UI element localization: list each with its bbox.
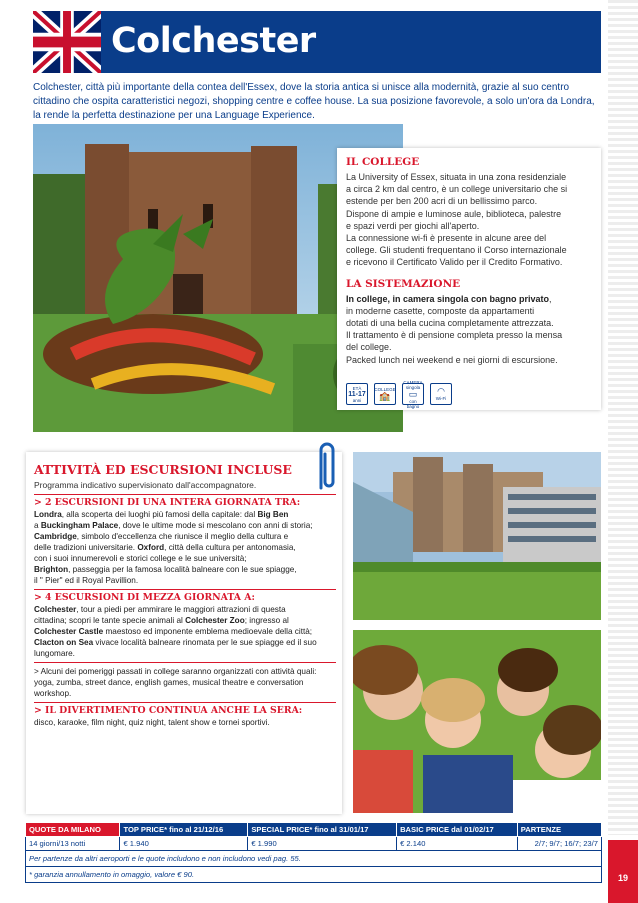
union-jack-flag-icon [33, 11, 101, 73]
accommodation-line: dotati di una bella cucina completamente attrezzata. [346, 318, 554, 329]
text-fragment: , dove le ultime mode si mescolano con anni di storia; [118, 521, 313, 530]
header-basic-price: BASIC PRICE dal 01/02/17 [397, 823, 518, 837]
text-fragment: lungomare. [34, 649, 75, 658]
accommodation-description [346, 293, 591, 366]
room-label: CAMERA [403, 379, 423, 385]
afternoon-activities: > Alcuni dei pomeriggi passati in college saranno organizzati con attività quali: yoga, zumba, street dance, english games, musical theatre e conversation workshop. [34, 667, 317, 698]
college-line: e ricevono il Certificato Valido per il Credito Formativo. [346, 257, 563, 268]
header-top-price: TOP PRICE* fino al 21/12/16 [120, 823, 248, 837]
insurance-note: * garanzia annullamento in omaggio, valore € 90. [26, 867, 602, 883]
divider [34, 702, 336, 703]
text-fragment: , passeggia per la famosa località balneare con le sue spiagge, [68, 565, 297, 574]
students-group-photo [353, 630, 601, 813]
excursion-zoo: Colchester Zoo [185, 616, 245, 625]
top-price-cell: € 1.940 [120, 837, 248, 851]
accommodation-line: del college. [346, 342, 392, 353]
text-fragment: vivace località balneare rinomata per le sue spiagge ed il suo [93, 638, 317, 647]
departures-cell: 2/7; 9/7; 16/7; 23/7 [517, 837, 601, 851]
evening-activities: disco, karaoke, film night, quiz night, talent show e tornei sportivi. [34, 718, 270, 727]
excursion-oxford: Oxford [137, 543, 165, 552]
special-price-cell: € 1.990 [248, 837, 397, 851]
feature-icons [346, 379, 452, 409]
age-value: 11-17 [348, 390, 366, 398]
table-note-row [26, 867, 602, 883]
college-line: estende per ben 200 acri di un bellissimo parco. [346, 196, 538, 207]
price-table [25, 822, 602, 883]
accommodation-highlight: In college, in camera singola con bagno privato [346, 293, 550, 304]
duration-cell: 14 giorni/13 notti [26, 837, 120, 851]
full-day-text [34, 509, 336, 586]
half-day-text [34, 604, 336, 659]
divider [34, 589, 336, 590]
page-number-tab [608, 840, 638, 903]
room-sub-bath: con bagno [406, 398, 420, 409]
text-fragment: ; ingresso al [244, 616, 289, 625]
college-line: La University of Essex, situata in una zona residenziale [346, 172, 567, 182]
text-fragment: , città della cultura per antonomasia, [164, 543, 296, 552]
age-unit: anni [352, 397, 362, 403]
college-line: Dispone di ampie e luminose aule, biblioteca, palestre [346, 208, 562, 219]
college-line: e spazi verdi per giochi all'aperto. [346, 220, 480, 231]
college-line: college. Gli studenti frequentano il Corso internazionale [346, 245, 567, 256]
bed-icon: ▭ [408, 388, 418, 399]
header-origin: QUOTE DA MILANO [26, 823, 120, 837]
divider [34, 494, 336, 495]
text-fragment: delle tradizioni universitarie. [34, 543, 138, 552]
header-departures: PARTENZE [517, 823, 601, 837]
age-label: ETÀ [352, 385, 362, 391]
full-day-heading: > 2 ESCURSIONI DI UNA INTERA GIORNATA TRA: [34, 497, 301, 508]
university-building-photo [353, 452, 601, 620]
accommodation-line: Packed lunch nei weekend e nei giorni di escursione. [346, 354, 558, 365]
divider [34, 662, 336, 663]
airport-note: Per partenze da altri aeroporti e le quote includono e non includono vedi pag. 55. [26, 851, 602, 867]
excursion-colchester: Colchester [34, 605, 77, 614]
room-icon [402, 379, 424, 409]
college-heading: IL COLLEGE [346, 156, 420, 168]
accommodation-heading: LA SISTEMAZIONE [346, 277, 461, 290]
text-fragment: , simbolo d'eccellenza che riunisce il meglio della cultura e [76, 532, 289, 541]
activities-lead: Programma indicativo supervisionato dall'accompagnatore. [34, 480, 257, 490]
age-icon [346, 383, 368, 405]
price-header-row [26, 823, 602, 837]
text-fragment: , tour a piedi per ammirare le maggiori attrazioni di questa [76, 605, 286, 614]
excursion-castle: Colchester Castle [34, 627, 104, 636]
evening-heading: > IL DIVERTIMENTO CONTINUA ANCHE LA SERA: [34, 705, 303, 716]
landmark-buckingham: Buckingham Palace [40, 521, 119, 530]
text-fragment: cittadina; scopri le tante specie animali al [34, 616, 186, 625]
building-icon: 🏫 [379, 391, 391, 401]
activities-heading: ATTIVITÀ ED ESCURSIONI INCLUSE [34, 462, 292, 477]
table-note-row [26, 851, 602, 867]
wifi-symbol-icon: ◠ [437, 386, 445, 396]
paperclip-icon [313, 436, 341, 498]
text-fragment: con i suoi innumerevoli e storici college e le sue università; [34, 554, 247, 563]
text-fragment: , alla scoperta dei luoghi più famosi della capitale: dal [61, 510, 258, 519]
college-description [346, 171, 591, 269]
table-row [26, 837, 602, 851]
accommodation-line: Il trattamento è di pensione completa presso la mensa [346, 330, 563, 341]
room-sub-single: singola [405, 384, 421, 390]
intro-paragraph: Colchester, città più importante della contea dell'Essex, dove la storia antica si unisce alla modernità, grazie al suo centro cittadino che ospita caratteristici negozi, shopping centre e coffee house. La sua posizione favorevole, a solo un'ora da Londra, la rende la perfetta destinazione per una Language Experience. [33, 82, 595, 121]
half-day-heading: > 4 ESCURSIONI DI MEZZA GIORNATA A: [34, 592, 255, 603]
excursion-london: Londra [34, 510, 62, 519]
college-icon-label: COLLEGE [374, 387, 396, 392]
college-info-box [337, 148, 601, 410]
header-special-price: SPECIAL PRICE* fino al 31/01/17 [248, 823, 397, 837]
accommodation-punct: , [549, 293, 552, 304]
accommodation-line: in moderne casette, composte da appartamenti [346, 305, 535, 316]
basic-price-cell: € 2.140 [397, 837, 518, 851]
wifi-icon [430, 383, 452, 405]
college-icon [374, 383, 396, 405]
decorative-stripes [608, 0, 638, 835]
college-line: La connessione wi-fi è presente in alcune aree del [346, 233, 547, 244]
text-fragment: maestoso ed imponente emblema medioevale della città; [103, 627, 313, 636]
excursion-clacton: Clacton on Sea [34, 638, 94, 647]
excursion-cambridge: Cambridge [34, 532, 77, 541]
excursion-brighton: Brighton [34, 565, 69, 574]
activities-box [26, 452, 342, 814]
page-number: 19 [617, 873, 628, 883]
college-line: a circa 2 km dal centro, è un college universitario che si [346, 184, 568, 195]
landmark-big-ben: Big Ben [257, 510, 289, 519]
wifi-label: Wi-Fi [435, 396, 447, 401]
page-title: Colchester [111, 21, 316, 61]
text-fragment: il " Pier" ed il Royal Pavillion. [34, 576, 139, 585]
text-fragment: a [34, 521, 41, 530]
